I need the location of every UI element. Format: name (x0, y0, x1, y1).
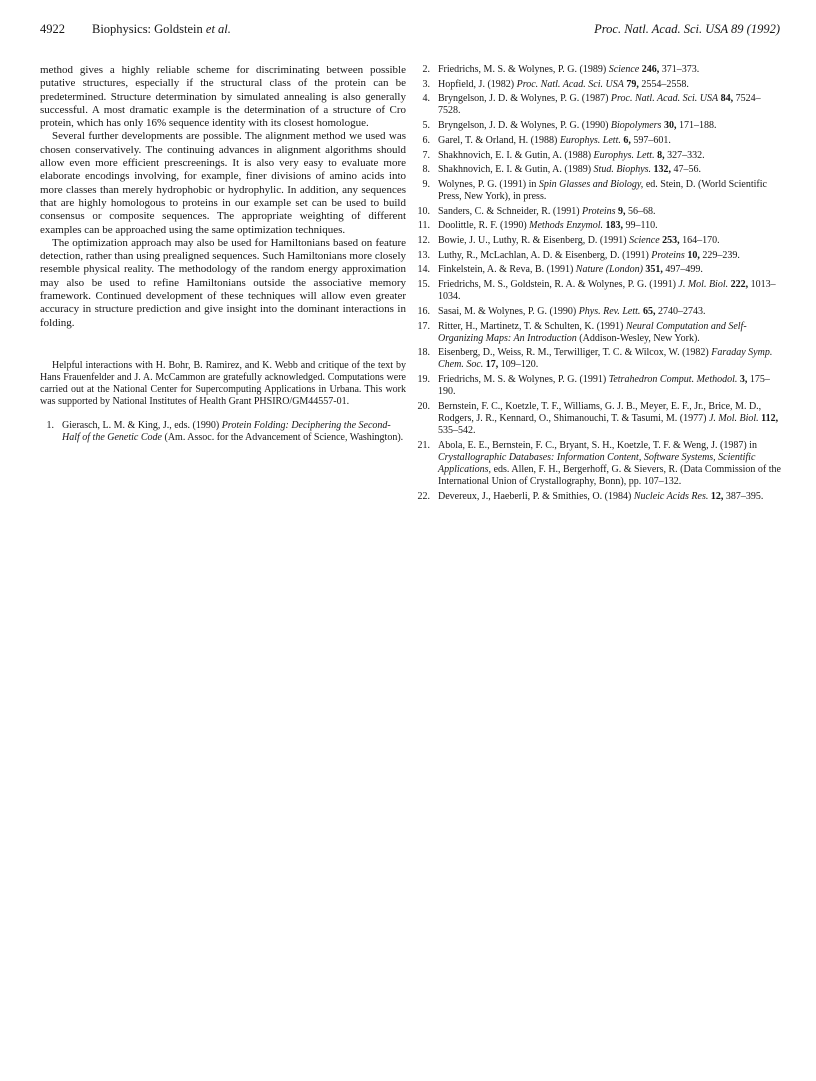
reference-authors: Garel, T. & Orland, H. (1988) (438, 134, 560, 146)
reference-item (416, 279, 781, 303)
reference-item (40, 420, 406, 444)
reference-number: 14. (417, 264, 430, 276)
reference-title: Protein Folding: Deciphering the Second-Half of the Genetic Code (62, 420, 391, 444)
reference-title: Stud. Biophys. (593, 164, 652, 176)
reference-volume: 253, (659, 235, 680, 247)
reference-authors: Shakhnovich, E. I. & Gutin, A. (1989) (438, 164, 594, 176)
reference-number: 17. (417, 320, 430, 332)
reference-number: 9. (422, 178, 430, 190)
reference-number: 18. (417, 347, 430, 359)
reference-item (416, 306, 781, 318)
reference-number: 22. (417, 490, 430, 502)
reference-item (416, 179, 781, 203)
body-paragraph: method gives a highly reliable scheme for discriminating between possible putative structures, especially if the structural class of the protein can be predetermined. Structure determination by simulated annealing is also generally successful. A most dramatic example is the determination of a structure of Cro protein, which has only 16% sequence identity with its closest homologue. (40, 64, 406, 130)
reference-volume: 17, (483, 359, 499, 371)
reference-title: Science (608, 64, 640, 75)
reference-pages: eds. Allen, F. H., Bergerhoff, G. & Sievers, R. (Data Commission of the International Union of Crystallography, Bonn), pp. 107–132. (438, 464, 781, 488)
reference-pages: 56–68. (625, 205, 656, 217)
reference-number: 21. (417, 439, 430, 451)
reference-item (416, 401, 781, 437)
reference-title: Methods Enzymol. (529, 220, 604, 232)
reference-pages: 2740–2743. (655, 305, 706, 317)
running-head-authors: Biophysics: Goldstein (92, 22, 206, 36)
reference-title: Proteins (651, 249, 685, 261)
reference-title: Tetrahedron Comput. Methodol. (608, 374, 738, 386)
reference-pages: 535–542. (438, 425, 476, 437)
reference-pages: 47–56. (671, 164, 702, 176)
reference-item (416, 440, 781, 488)
reference-title: Proc. Natl. Acad. Sci. USA (516, 78, 624, 90)
page-header (40, 22, 780, 44)
reference-authors: Bryngelson, J. D. & Wolynes, P. G. (1987) (438, 93, 611, 105)
reference-authors: Bowie, J. U., Luthy, R. & Eisenberg, D. (1991) (438, 235, 630, 247)
reference-title: Crystallographic Databases: Information Content, Software Systems, Scientific Applications, (438, 451, 756, 475)
reference-volume: 10, (684, 249, 700, 261)
reference-item (416, 135, 781, 147)
reference-number: 11. (417, 220, 430, 232)
reference-list-right (416, 64, 781, 503)
reference-pages: 109–120. (498, 359, 539, 371)
reference-title: J. Mol. Biol. (708, 413, 759, 425)
reference-authors: Doolittle, R. F. (1990) (438, 220, 530, 232)
reference-volume: 84, (718, 93, 734, 105)
acknowledgments: Helpful interactions with H. Bohr, B. Ramirez, and K. Webb and critique of the text by Hans Frauenfelder and J. A. McCammon are gratefully acknowledged. Computations were carried out at the National Center for Supercomputing Applications in Urbana. This work was supported by National Institutes of Health Grant PHSIRO/GM44557-01. (40, 359, 406, 408)
reference-item (416, 321, 781, 345)
reference-number: 15. (417, 279, 430, 291)
reference-authors: Gierasch, L. M. & King, J., eds. (1990) (62, 420, 222, 432)
reference-number: 2. (422, 64, 430, 75)
reference-volume: 6, (620, 134, 631, 146)
reference-authors: Sasai, M. & Wolynes, P. G. (1990) (438, 305, 579, 317)
reference-title: Nature (London) (575, 264, 643, 276)
reference-title: Nucleic Acids Res. (633, 490, 709, 502)
reference-number: 7. (422, 149, 430, 161)
reference-authors: Luthy, R., McLachlan, A. D. & Eisenberg, D. (1991) (438, 249, 652, 261)
reference-volume: 222, (728, 279, 749, 291)
reference-authors: Friedrichs, M. S. & Wolynes, P. G. (1991) (438, 374, 609, 386)
reference-title: Science (629, 235, 660, 247)
reference-item (416, 79, 781, 91)
right-column (416, 64, 781, 505)
reference-title: J. Mol. Biol. (678, 279, 729, 291)
reference-authors: Wolynes, P. G. (1991) in (438, 178, 539, 190)
reference-pages: 2554–2558. (638, 78, 689, 90)
reference-title: Proc. Natl. Acad. Sci. USA (610, 93, 719, 105)
reference-pages: 387–395. (723, 490, 764, 502)
reference-volume: 12, (708, 490, 724, 502)
reference-title: Europhys. Lett. (593, 149, 655, 161)
reference-authors: Shakhnovich, E. I. & Gutin, A. (1988) (438, 149, 594, 161)
reference-authors: Hopfield, J. (1982) (438, 78, 517, 90)
reference-pages: 597–601. (630, 134, 671, 146)
left-column (40, 64, 406, 447)
reference-pages: 497–499. (662, 264, 703, 276)
body-paragraph: The optimization approach may also be used for Hamiltonians based on feature detection, rather than using prealigned sequences. Such Hamiltonians more closely resemble physical reality. The methodology of the random energy approximation may also be used to refine Hamiltonians outside the associative memory framework. Continued development of these techniques will allow even greater accuracy in structure prediction and give insight into the dominant interactions in folding. (40, 236, 406, 329)
reference-number: 1. (46, 420, 54, 432)
reference-authors: Friedrichs, M. S., Goldstein, R. A. & Wolynes, P. G. (1991) (438, 279, 679, 291)
reference-number: 6. (422, 134, 430, 146)
reference-authors: Sanders, C. & Schneider, R. (1991) (438, 205, 583, 217)
reference-volume: 3, (737, 374, 748, 386)
reference-authors: Devereux, J., Haeberli, P. & Smithies, O. (1984) (438, 490, 634, 502)
reference-authors: Bryngelson, J. D. & Wolynes, P. G. (1990) (438, 120, 611, 132)
reference-title: Proteins (582, 205, 616, 217)
reference-item (416, 206, 781, 218)
reference-number: 5. (422, 120, 430, 132)
reference-pages: 171–188. (676, 120, 717, 132)
reference-item (416, 250, 781, 262)
reference-item (416, 264, 781, 276)
reference-volume: 65, (640, 305, 656, 317)
reference-item (416, 164, 781, 176)
reference-authors: Eisenberg, D., Weiss, R. M., Terwilliger, T. C. & Wilcox, W. (1982) (438, 347, 712, 359)
reference-title: Faraday Symp. Chem. Soc. (438, 347, 773, 371)
reference-volume: 112, (758, 413, 779, 425)
reference-pages: 1013–1034. (438, 279, 776, 303)
reference-authors: Finkelstein, A. & Reva, B. (1991) (438, 264, 576, 276)
reference-number: 13. (417, 249, 430, 261)
reference-number: 8. (422, 164, 430, 176)
reference-number: 3. (422, 78, 430, 90)
reference-authors: Ritter, H., Martinetz, T. & Schulten, K. (1991) (438, 320, 626, 332)
reference-volume: 246, (639, 64, 660, 75)
reference-item (416, 220, 781, 232)
page-number: 4922 (40, 22, 65, 36)
reference-pages: 229–239. (699, 249, 740, 261)
reference-pages: 175–190. (438, 374, 770, 398)
reference-number: 19. (417, 374, 430, 386)
reference-number: 20. (417, 400, 430, 412)
body-paragraph: Several further developments are possible. The alignment method we used was chosen conservatively. The continuing advances in alignment algorithms should allow even more efficient prescreenings. It is also very easy to evaluate more elaborate encodings involving, for example, finer divisions of amino acids into more classes than merely hydrophobic or hydrophylic. In addition, any sequences that are highly homologous to proteins in our example set can be used to build consensus or composite sequences. The appropriate weighting of different examples can be approached using the same optimization techniques. (40, 130, 406, 236)
reference-title: Phys. Rev. Lett. (578, 305, 641, 317)
running-head (92, 22, 231, 37)
reference-list-left (40, 420, 406, 444)
reference-pages: (Am. Assoc. for the Advancement of Science, Washington). (161, 432, 404, 444)
reference-pages: 7524–7528. (438, 93, 761, 117)
reference-volume: 132, (651, 164, 672, 176)
reference-volume: 30, (661, 120, 677, 132)
reference-item (416, 374, 781, 398)
reference-item (416, 150, 781, 162)
reference-volume: 183, (603, 220, 624, 232)
reference-volume: 8, (654, 149, 665, 161)
reference-item (416, 491, 781, 503)
reference-title: Spin Glasses and Biology, (538, 178, 644, 190)
reference-volume: 79, (623, 78, 639, 90)
journal-citation: Proc. Natl. Acad. Sci. USA 89 (1992) (594, 22, 780, 36)
reference-pages: 99–110. (623, 220, 658, 232)
reference-volume: 351, (642, 264, 663, 276)
reference-volume: 9, (615, 205, 626, 217)
reference-authors: Bernstein, F. C., Koetzle, T. F., Williams, G. J. B., Meyer, E. F., Jr., Brice, M. D., Rodgers, J. R., Kennard, O., Shimanouchi, T. & Tasumi, M. (1977) (438, 400, 762, 425)
reference-number: 16. (417, 305, 430, 317)
reference-pages: 164–170. (679, 235, 720, 247)
reference-item (416, 93, 781, 117)
reference-authors: Friedrichs, M. S. & Wolynes, P. G. (1989) (438, 64, 609, 75)
reference-item (416, 64, 781, 76)
reference-pages: 371–373. (659, 64, 700, 75)
reference-title: Europhys. Lett. (559, 134, 621, 146)
reference-number: 12. (417, 235, 430, 247)
reference-item (416, 120, 781, 132)
reference-item (416, 347, 781, 371)
reference-number: 4. (422, 93, 430, 105)
reference-pages: 327–332. (664, 149, 705, 161)
reference-title: Neural Computation and Self-Organizing Maps: An Introduction (438, 320, 747, 344)
reference-pages: (Addison-Wesley, New York). (576, 332, 700, 344)
reference-title: Biopolymers (610, 120, 662, 132)
reference-authors: Abola, E. E., Bernstein, F. C., Bryant, S. H., Koetzle, T. F. & Weng, J. (1987) in (438, 439, 757, 451)
running-head-etal: et al. (205, 22, 231, 36)
reference-item (416, 235, 781, 247)
reference-pages: ed. Stein, D. (World Scientific Press, New York), in press. (438, 178, 767, 202)
reference-number: 10. (417, 205, 430, 217)
